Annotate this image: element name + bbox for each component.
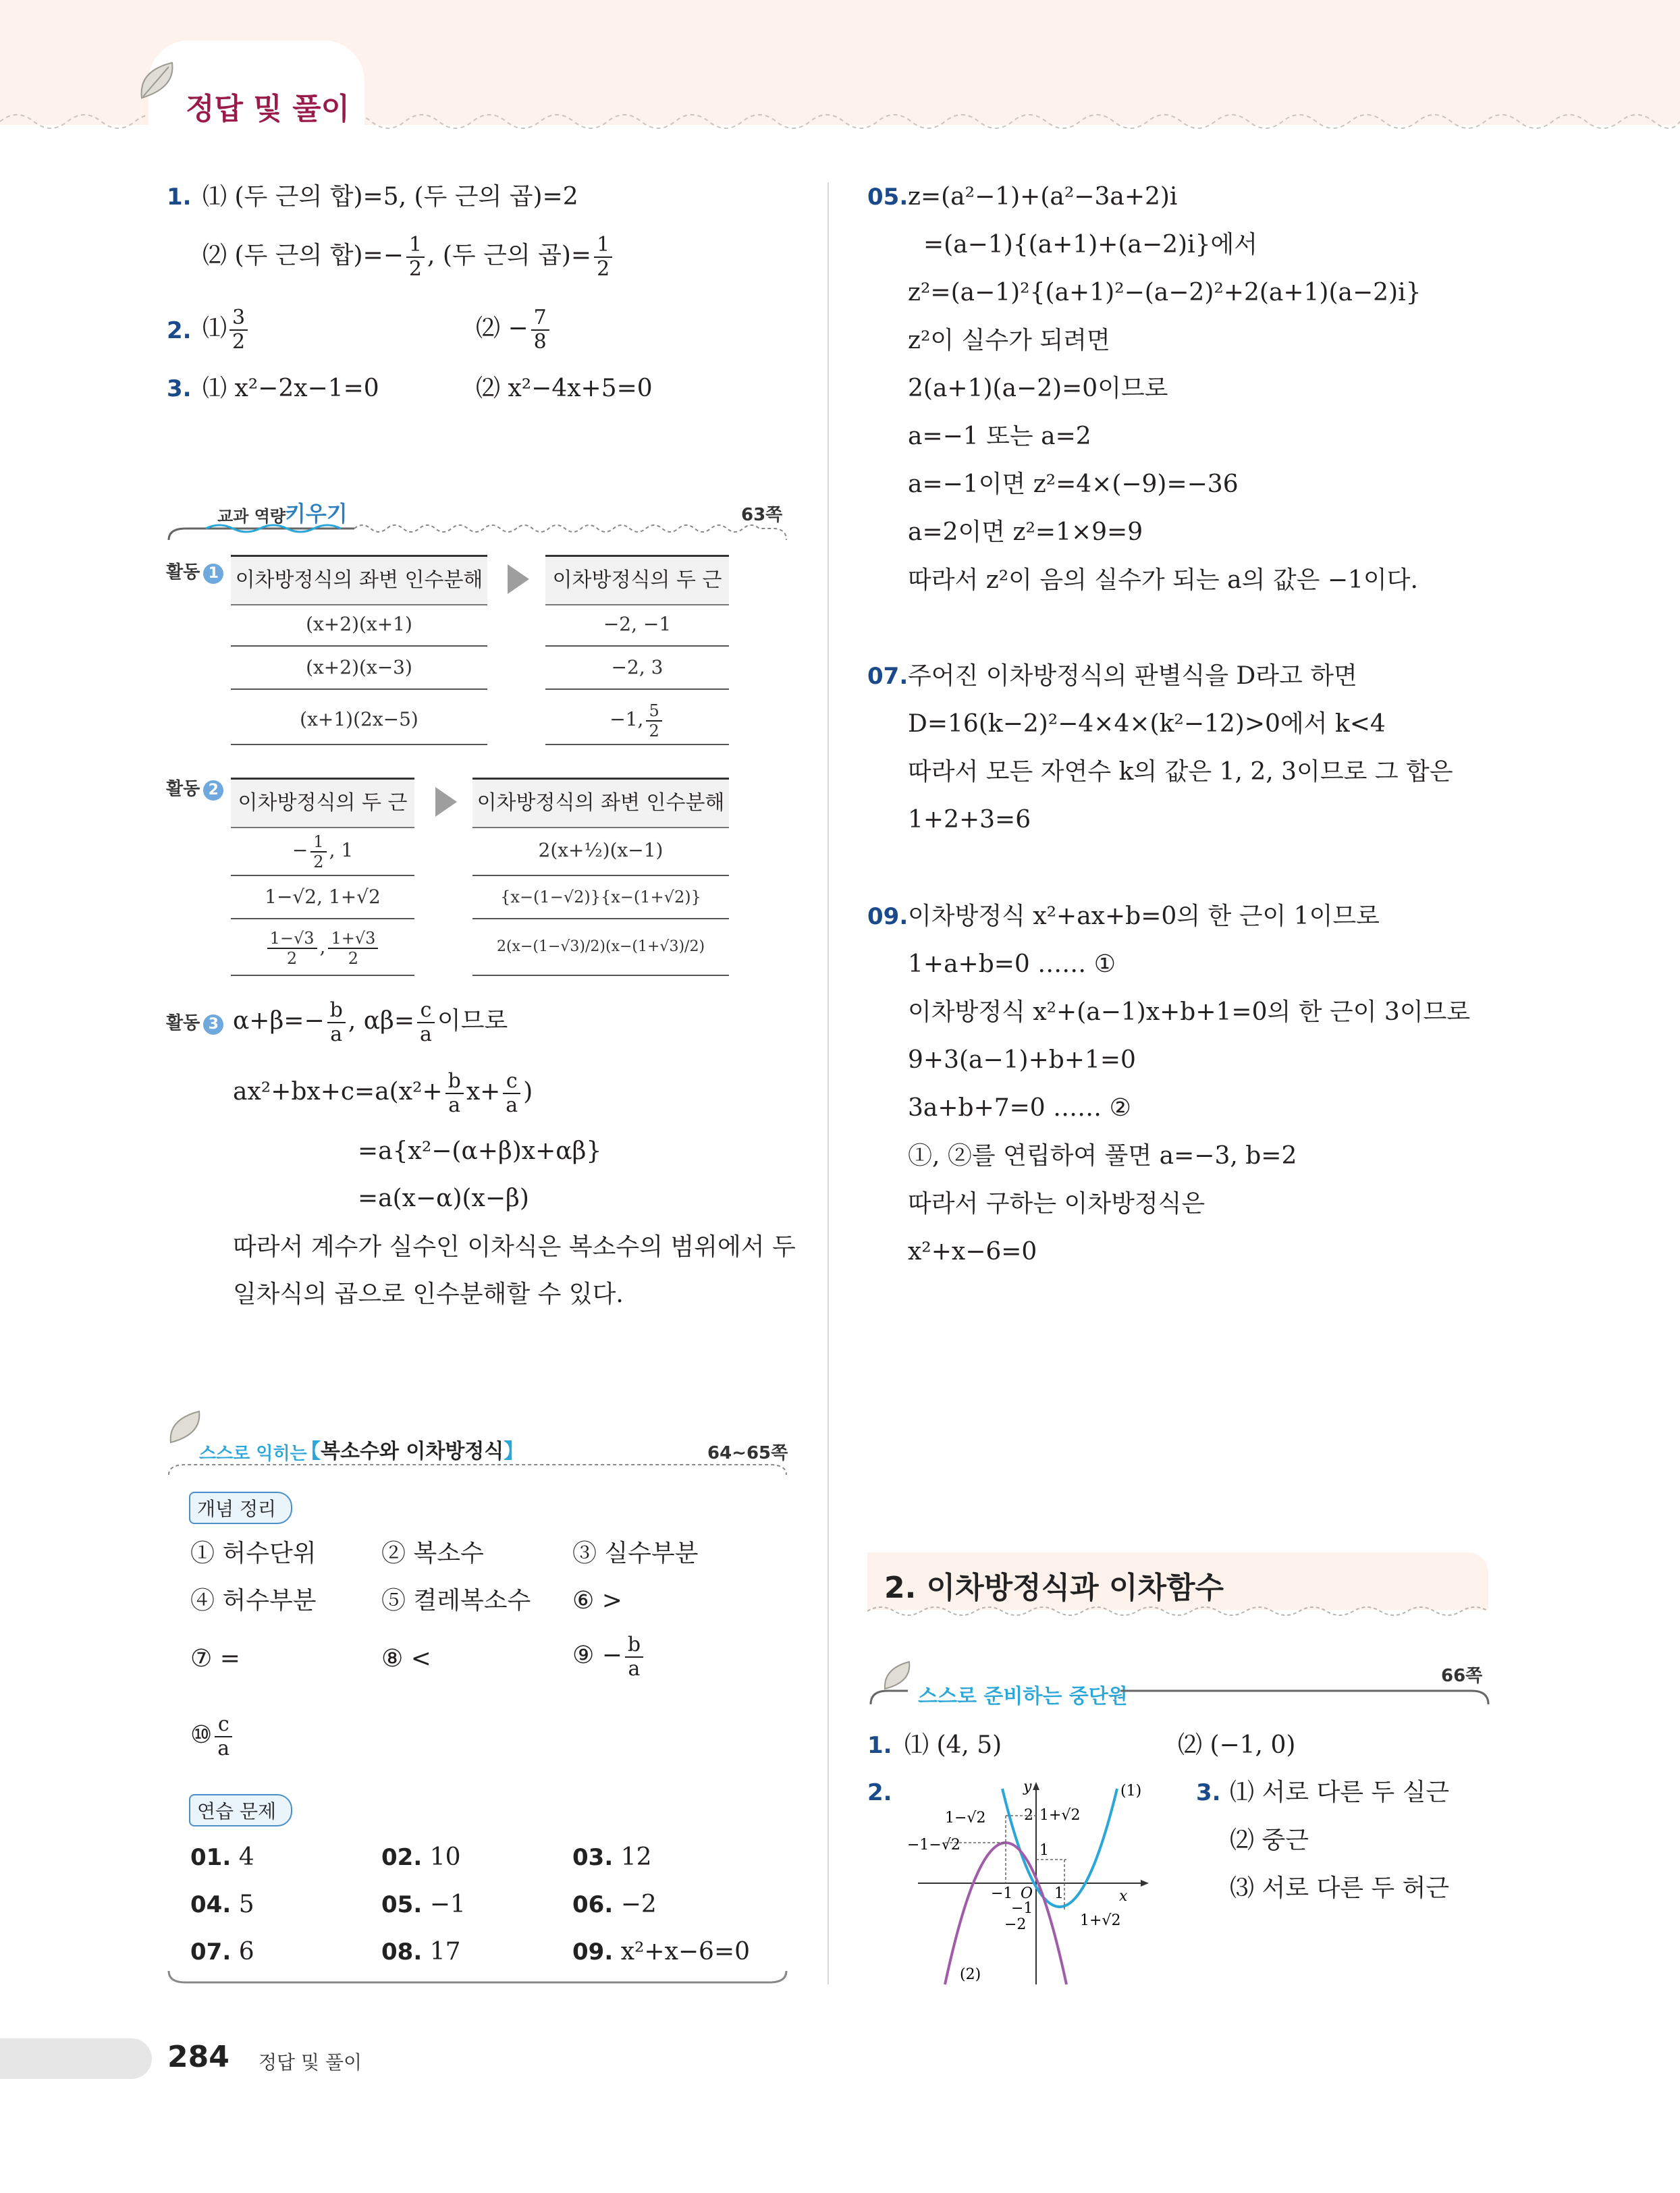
self-study-rule [165,1458,790,1478]
concept-9: ⑨ − $\frac{b}{a}$ [572,1633,646,1681]
x-axis-arrow-icon [1141,1880,1149,1887]
prep-3-a: ⑴ 서로 다른 두 실근 [1230,1779,1450,1806]
q09-line2: 1+a+b=0 …… ① [908,950,1116,978]
act2-r3-left: $\frac{1-√3}{2}$ , $\frac{1+√3}{2}$ [231,919,414,976]
act2-head-left: 이차방정식의 두 근 [231,778,414,828]
practice-07: 07. 6 [190,1938,254,1966]
concept-2: ② 복소수 [381,1540,484,1567]
label-x: x [1119,1888,1128,1905]
act3-line4: =a(x−α)(x−β) [358,1185,529,1212]
act1-arrow-icon [508,564,529,594]
capacity-rule [165,516,790,543]
label-m2: −2 [1004,1916,1027,1933]
act2-r1-right: 2(x+½)(x−1) [472,826,729,876]
prep-1-number: 1. [867,1732,892,1759]
q05-line6: a=−1 또는 a=2 [908,423,1091,450]
prep-page: 66쪽 [1441,1666,1483,1686]
label-2: 2 [1024,1807,1033,1824]
q07-line3: 따라서 모든 자연수 k의 값은 1, 2, 3이므로 그 합은 [908,758,1453,786]
practice-06: 06. −2 [572,1891,657,1918]
q09-line6: ①, ②를 연립하여 풀면 a=−3, b=2 [908,1142,1297,1170]
q05-line5: 2(a+1)(a−2)=0이므로 [908,375,1168,402]
answer-3-part1: ⑴ x²−2x−1=0 [202,375,379,402]
q05-line9: 따라서 z²이 음의 실수가 되는 a의 값은 −1이다. [908,566,1418,594]
footer-label: 정답 및 풀이 [259,2051,362,2074]
capacity-big: 키우기 [285,501,348,526]
label-m1m2: −1−√2 [907,1837,960,1853]
act3-line1: α+β=− $\frac{b}{a}$ , αβ= $\frac{c}{a}$ 이므로 [233,998,508,1046]
label-1p2a: 1+√2 [1039,1807,1081,1824]
answer-07-number: 07. [867,663,909,690]
activity-2-label: 활동 2 [166,775,223,801]
q05-line1: z=(a²−1)+(a²−3a+2)i [908,183,1178,211]
self-study-page: 64~65쪽 [707,1443,788,1463]
prep-1-b: ⑵ (−1, 0) [1178,1731,1296,1759]
answer-2-number: 2. [167,317,192,344]
label-1m2: 1−√2 [945,1810,986,1826]
act3-line5: 따라서 계수가 실수인 이차식은 복소수의 범위에서 두 [233,1233,796,1261]
practice-tag: 연습 문제 [189,1794,292,1826]
concept-5: ⑤ 켤레복소수 [381,1587,531,1615]
q05-line3: z²=(a−1)²{(a+1)²−(a−2)²+2(a+1)(a−2)i} [908,279,1421,306]
answer-1-part1: ⑴ (두 근의 합)=5, (두 근의 곱)=2 [202,183,578,211]
section2-title: 2. 이차방정식과 이차함수 [884,1571,1224,1605]
act3-line6: 일차식의 곱으로 인수분해할 수 있다. [233,1280,624,1308]
answer-3-number: 3. [167,375,192,402]
concept-6: ⑥ > [572,1587,622,1615]
prep-3-b: ⑵ 중근 [1230,1826,1309,1854]
answer-1-number: 1. [167,184,192,211]
label-y: y [1023,1779,1032,1795]
q09-line8: x²+x−6=0 [908,1238,1037,1266]
concept-8: ⑧ < [381,1645,431,1673]
act2-r3-right: 2(x−(1−√3)/2)(x−(1+√3)/2) [472,919,729,976]
capacity-page: 63쪽 [741,505,783,525]
answer-2-part1: ⑴ $\frac{3}{2}$ [202,306,250,354]
act1-head-left: 이차방정식의 좌변 인수분해 [231,555,487,605]
concept-10: ⑩ $\frac{c}{a}$ [190,1713,235,1760]
activity-1-label: 활동 1 [166,558,223,584]
practice-05: 05. −1 [381,1891,466,1918]
prep-title: 스스로 준비하는 중단원 [918,1685,1128,1708]
act2-r1-left: − $\frac{1}{2}$ , 1 [231,826,414,876]
column-divider [828,182,829,1984]
act1-r2-right: −2, 3 [545,647,729,690]
practice-04: 04. 5 [190,1891,254,1918]
q05-line2: =(a−1){(a+1)+(a−2)i}에서 [923,231,1258,259]
label-1p2b: 1+√2 [1080,1912,1121,1929]
concept-7: ⑦ = [190,1645,240,1673]
q07-line2: D=16(k−2)²−4×4×(k²−12)>0에서 k<4 [908,710,1386,738]
self-study-title: 【복소수와 이차방정식】 [300,1440,524,1463]
practice-03: 03. 12 [572,1843,652,1871]
q05-line7: a=−1이면 z²=4×(−9)=−36 [908,470,1239,498]
footer-band [0,2038,152,2079]
q09-line1: 이차방정식 x²+ax+b=0의 한 근이 1이므로 [908,902,1380,930]
act2-r2-left: 1−√2, 1+√2 [231,876,414,919]
act1-r3-right: −1, $\frac{5}{2}$ [545,695,729,745]
act1-r3-left: (x+1)(2x−5) [231,695,487,745]
label-m1y: −1 [1011,1900,1033,1917]
act3-line2: ax²+bx+c=a(x²+ $\frac{b}{a}$ x+ $\frac{c}{a}$ ) [233,1069,533,1117]
prep-rule [867,1681,1492,1708]
practice-bottom-rule [165,1968,790,1988]
q09-line4: 9+3(a−1)+b+1=0 [908,1046,1136,1074]
label-1: 1 [1039,1842,1049,1859]
answer-3-part2: ⑵ x²−4x+5=0 [476,375,653,402]
answer-1-part2: ⑵ (두 근의 합)=− $\frac{1}{2}$ , (두 근의 곱)= $\frac{1}{2}$ [202,234,615,281]
page-number: 284 [167,2040,229,2074]
q07-line1: 주어진 이차방정식의 판별식을 D라고 하면 [908,662,1357,690]
practice-09: 09. x²+x−6=0 [572,1938,751,1966]
answer-09-number: 09. [867,903,909,930]
act1-r1-right: −2, −1 [545,603,729,647]
practice-08: 08. 17 [381,1938,461,1966]
capacity-small: 교과 역량 [217,507,286,526]
q09-line7: 따라서 구하는 이차방정식은 [908,1190,1205,1218]
practice-02: 02. 10 [381,1843,461,1871]
concept-1: ① 허수단위 [190,1540,317,1567]
label-curve-2: (2) [960,1966,981,1983]
answer-2-part2: ⑵ − $\frac{7}{8}$ [476,306,552,354]
practice-01: 01. 4 [190,1843,254,1871]
label-O: O [1021,1885,1033,1902]
q07-line4: 1+2+3=6 [908,806,1031,834]
act1-r2-left: (x+2)(x−3) [231,647,487,690]
q05-line4: z²이 실수가 되려면 [908,327,1110,354]
self-study-small: 스스로 익히는 [199,1444,307,1464]
label-curve-1: (1) [1120,1783,1142,1799]
y-axis-arrow-icon [1033,1782,1039,1790]
prep-3-c: ⑶ 서로 다른 두 허근 [1230,1874,1450,1902]
q09-line5: 3a+b+7=0 …… ② [908,1094,1131,1122]
concept-tag: 개념 정리 [189,1492,292,1524]
section2-wave [867,1601,1488,1621]
prep-1-a: ⑴ (4, 5) [904,1731,1002,1759]
header-title: 정답 및 풀이 [186,92,350,126]
q05-line8: a=2이면 z²=1×9=9 [908,518,1143,546]
leaf-icon [135,57,182,105]
act1-head-right: 이차방정식의 두 근 [545,555,729,605]
q09-line3: 이차방정식 x²+(a−1)x+b+1=0의 한 근이 3이므로 [908,998,1471,1026]
parabola-graph [904,1775,1161,1991]
prep-3-number: 3. [1196,1779,1221,1806]
activity-3-label: 활동 3 [166,1009,223,1035]
act1-r1-left: (x+2)(x+1) [231,603,487,647]
act2-r2-right: {x−(1−√2)}{x−(1+√2)} [472,876,729,919]
act2-arrow-icon [435,787,457,817]
label-1x: 1 [1054,1885,1064,1902]
act3-line3: =a{x²−(α+β)x+αβ} [358,1137,602,1165]
concept-4: ④ 허수부분 [190,1587,317,1615]
label-m1: −1 [991,1885,1013,1902]
act2-head-right: 이차방정식의 좌변 인수분해 [472,778,729,828]
answer-05-number: 05. [867,184,909,211]
concept-3: ③ 실수부분 [572,1540,699,1567]
prep-2-number: 2. [867,1779,892,1806]
